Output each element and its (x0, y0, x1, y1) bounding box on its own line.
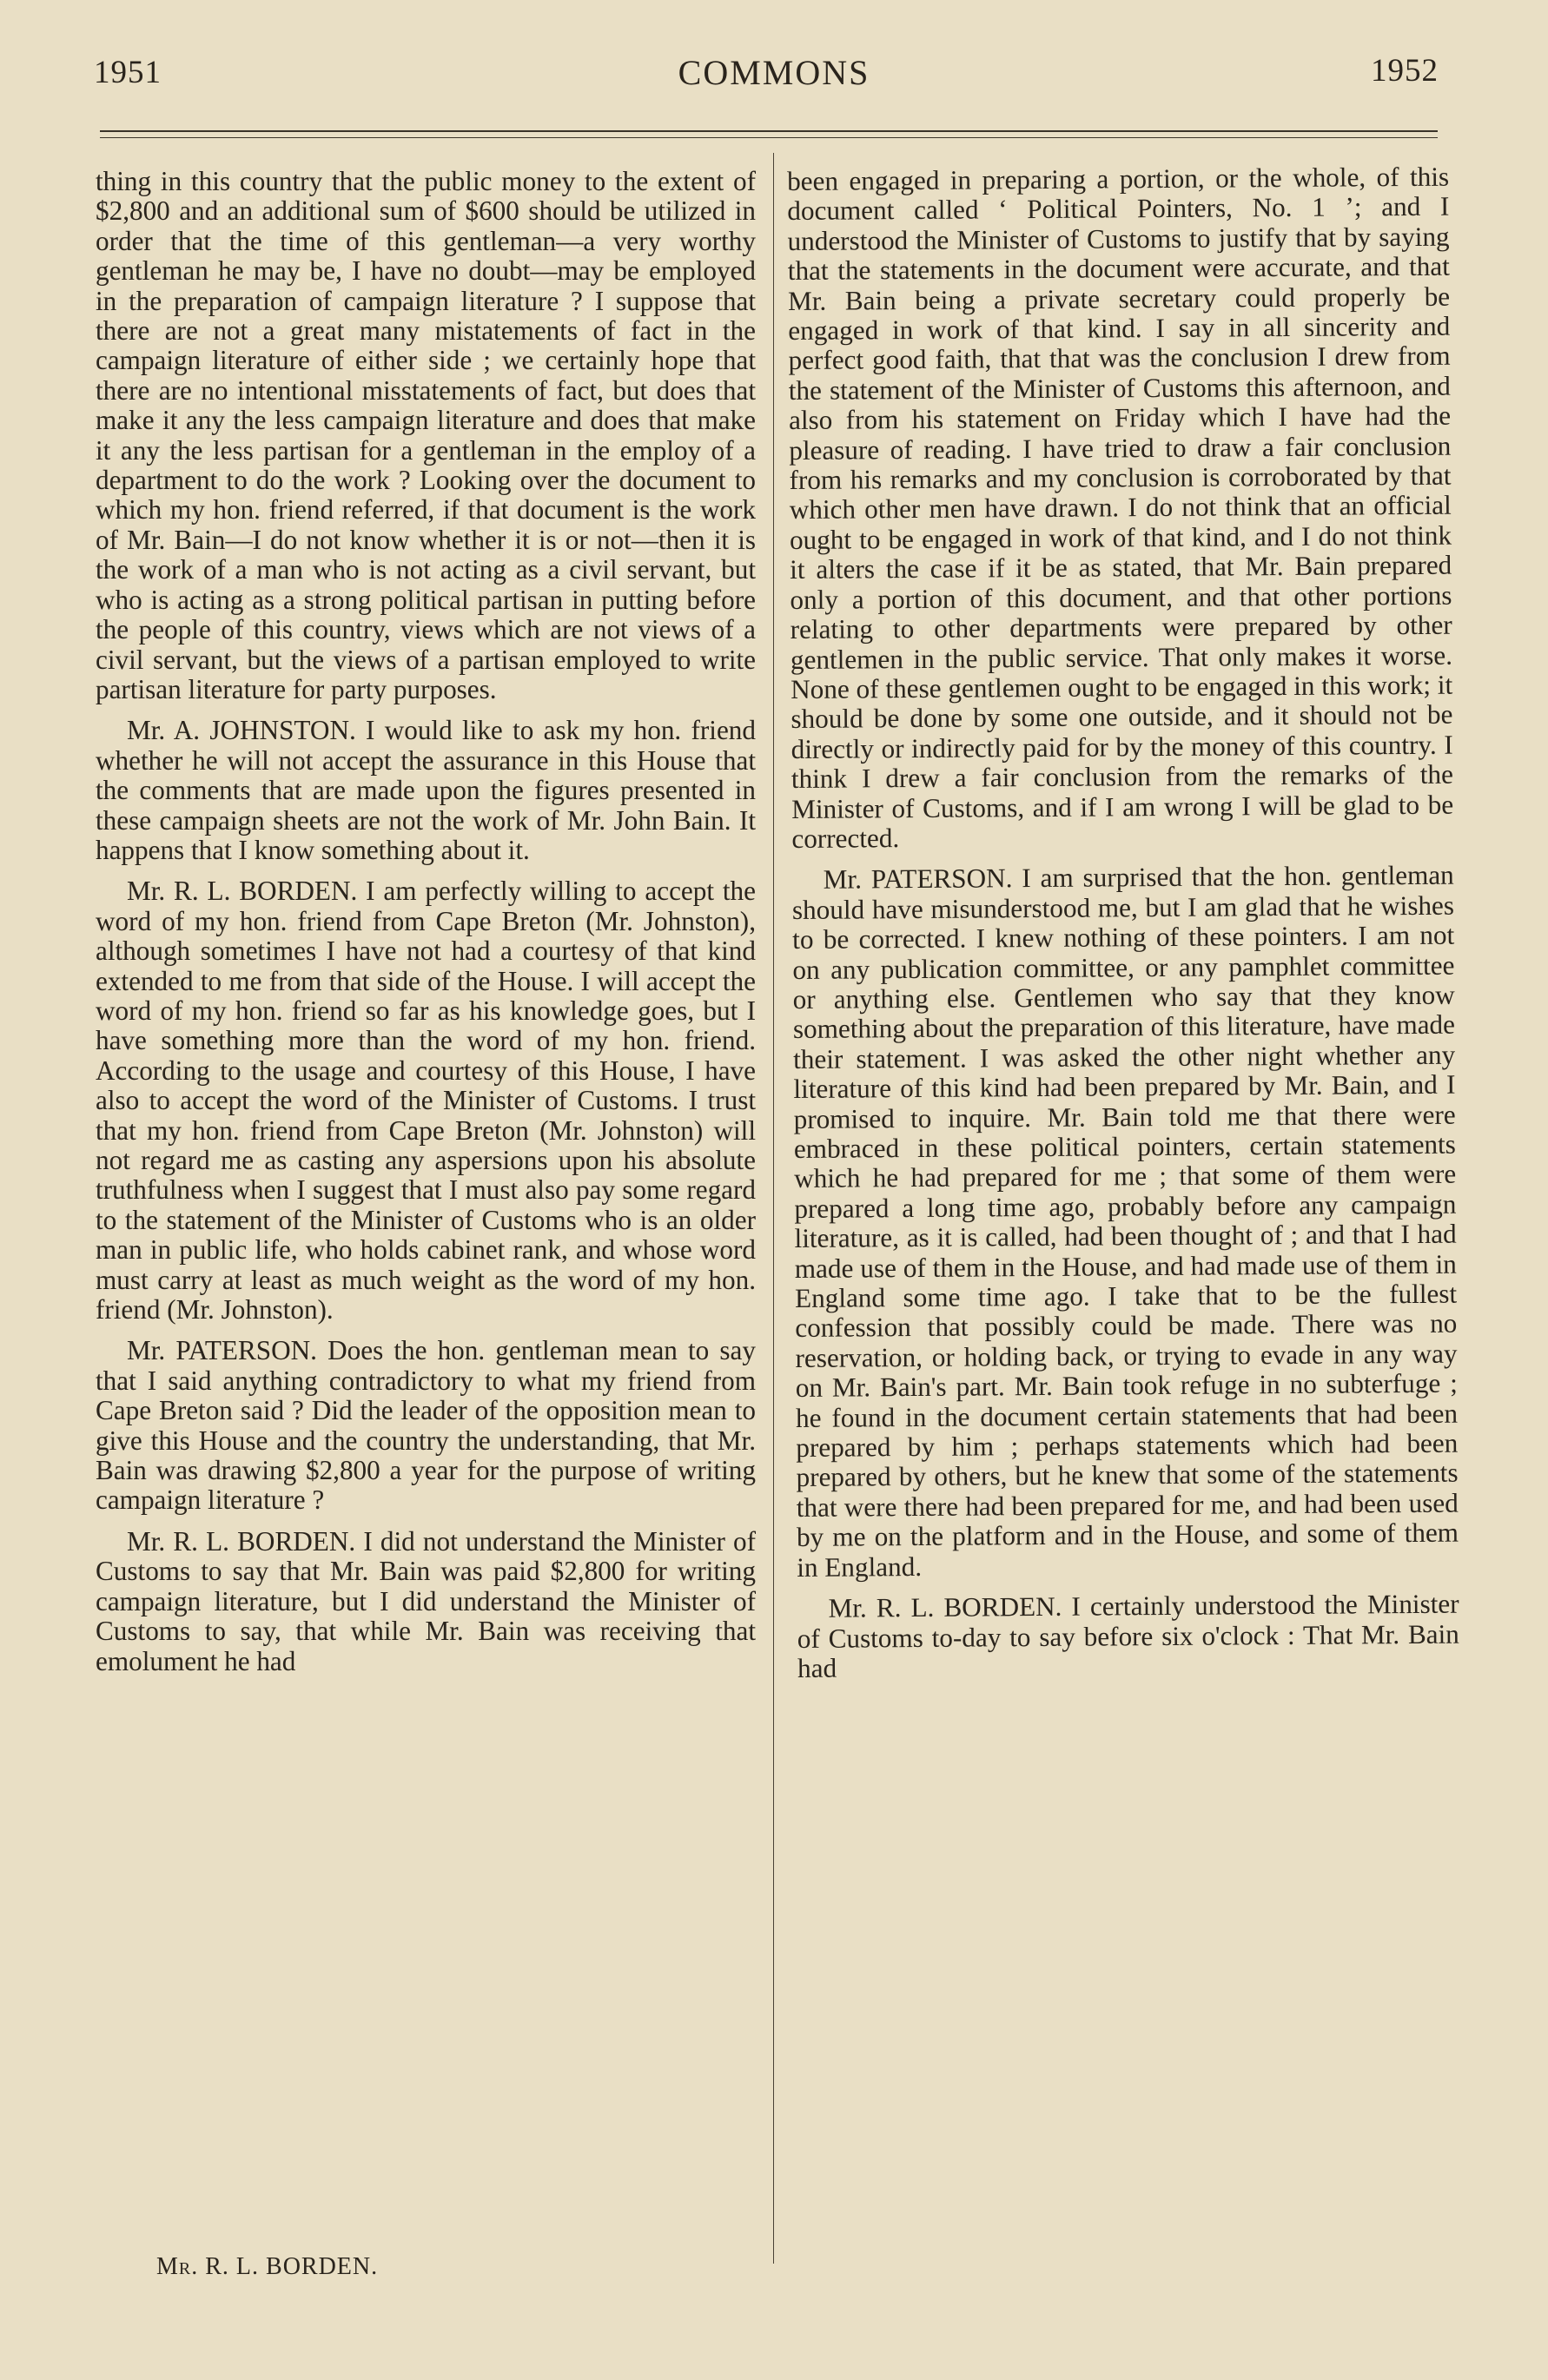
column-divider (773, 153, 774, 2264)
header-rule (100, 130, 1438, 132)
paragraph: thing in this country that the public money to the extent of $2,800 and an additional sum of $600 should be utilized in order that the time of this gentleman—a very worthy gentleman he may be, I have no doubt—may be employed in the preparation of campaign literature ? I suppose that there are not a great many mistatements of fact in the campaign literature of either side ; we certainly hope that there are no intentional misstatements of fact, but does that make it any the less campaign literature and does that make it any the less partisan for a gentleman in the employ of a department to do the work ? Looking over the document to which my hon. friend referred, if that document is the work of Mr. Bain—I do not know whether it is or not—then it is the work of a man who is not acting as a civil servant, but who is acting as a strong political partisan in putting before the people of this country, views which are not views of a civil servant, but the views of a partisan employed to write partisan literature for party purposes. (96, 166, 756, 704)
paragraph: Mr. R. L. BORDEN. I certainly understood the Minister of Customs to-day to say before six o'clock : That Mr. Bain had (797, 1588, 1459, 1683)
page-number-left: 1951 (94, 55, 162, 90)
paragraph: Mr. R. L. BORDEN. I did not understand the Minister of Customs to say that Mr. Bain was paid $2,800 for writing campaign literature, but I did understand the Minister of Customs to say, that while Mr. Bain was receiving that emolument he had (96, 1525, 756, 1676)
paragraph: Mr. A. JOHNSTON. I would like to ask my hon. friend whether he will not accept the assurance in this House that the comments that are made upon the figures presented in these campaign sheets are not the work of Mr. John Bain. It happens that I know something about it. (96, 715, 756, 865)
paragraph: Mr. PATERSON. I am surprised that the hon. gentleman should have misunderstood me, but I am glad that he wishes to be corrected. I knew nothing of these pointers. I am not on any publication committee, or any pamphlet committee or anything else. Gentlemen who say that they know something about the preparation of this literature, have made their statement. I was asked the other night whether any literature of this kind had been prepared by Mr. Bain, and I promised to inquire. Mr. Bain told me that there were embraced in these political pointers, certain statements which he had prepared for me ; that some of them were prepared a long time ago, probably before any campaign literature, as it is called, had been thought of ; and that I had made use of them in the House, and had made use of them in England some time ago. I take that to be the fullest confession that possibly could be made. There was no reservation, or holding back, or trying to evade in any way on Mr. Bain's part. Mr. Bain took refuge in no subterfuge ; he found in the document certain statements that had been prepared by him ; perhaps statements which had been prepared by others, but he knew that some of the statements that were there had been prepared for me, and had been used by me on the platform and in the House, and some of them in England. (791, 860, 1459, 1583)
paragraph: been engaged in preparing a portion, or the whole, of this document called ‘ Political Pointers, No. 1 ’; and I understood the Minister of Customs to justify that by saying that the statements in the document were accurate, and that Mr. Bain being a private secretary could properly be engaged in work of that kind. I say in all sincerity and perfect good faith, that that was the conclusion I drew from the statement of the Minister of Customs this afternoon, and also from his statement on Friday which I have had the pleasure of reading. I have tried to draw a fair conclusion from his remarks and my conclusion is corroborated by that which other men have drawn. I do not think that an official ought to be engaged in work of that kind, and I do not think it alters the case if it be as stated, that Mr. Bain prepared only a portion of this document, and that other portions relating to other departments were prepared by other gentlemen in the public service. That only makes it worse. None of these gentlemen ought to be engaged in this work; it should be done by some one outside, and it should not be directly or indirectly paid for by the money of this country. I think I drew a fair conclusion from the remarks of the Minister of Customs, and if I am wrong I will be glad to be corrected. (786, 161, 1454, 854)
page-number-right: 1952 (1371, 53, 1439, 89)
paragraph: Mr. PATERSON. Does the hon. gentleman mean to say that I said anything contradictory to what my friend from Cape Breton said ? Did the leader of the opposition mean to give this House and the country the understanding, that Mr. Bain was drawing $2,800 a year for the purpose of writing campaign literature ? (96, 1335, 756, 1516)
left-column (96, 167, 756, 1688)
footer-catchword: Mr. R. L. BORDEN. (156, 2253, 379, 2280)
right-column (787, 162, 1459, 1696)
paragraph: Mr. R. L. BORDEN. I am perfectly willing to accept the word of my hon. friend from Cape Breton (Mr. Johnston), although sometimes I have not had a courtesy of that kind extended to me from that side of the House. I will accept the word of my hon. friend so far as his knowledge goes, but I have something more than the word of my hon. friend. According to the usage and courtesy of this House, I have also to accept the word of the Minister of Customs. I trust that my hon. friend from Cape Breton (Mr. Johnston) will not regard me as casting any aspersions upon his absolute truthfulness when I suggest that I must also pay some regard to the statement of the Minister of Customs who is an older man in public life, who holds cabinet rank, and whose word must carry at least as much weight as the word of my hon. friend (Mr. Johnston). (96, 876, 756, 1326)
header-rule-thin (100, 137, 1438, 138)
page-title: COMMONS (678, 53, 870, 92)
